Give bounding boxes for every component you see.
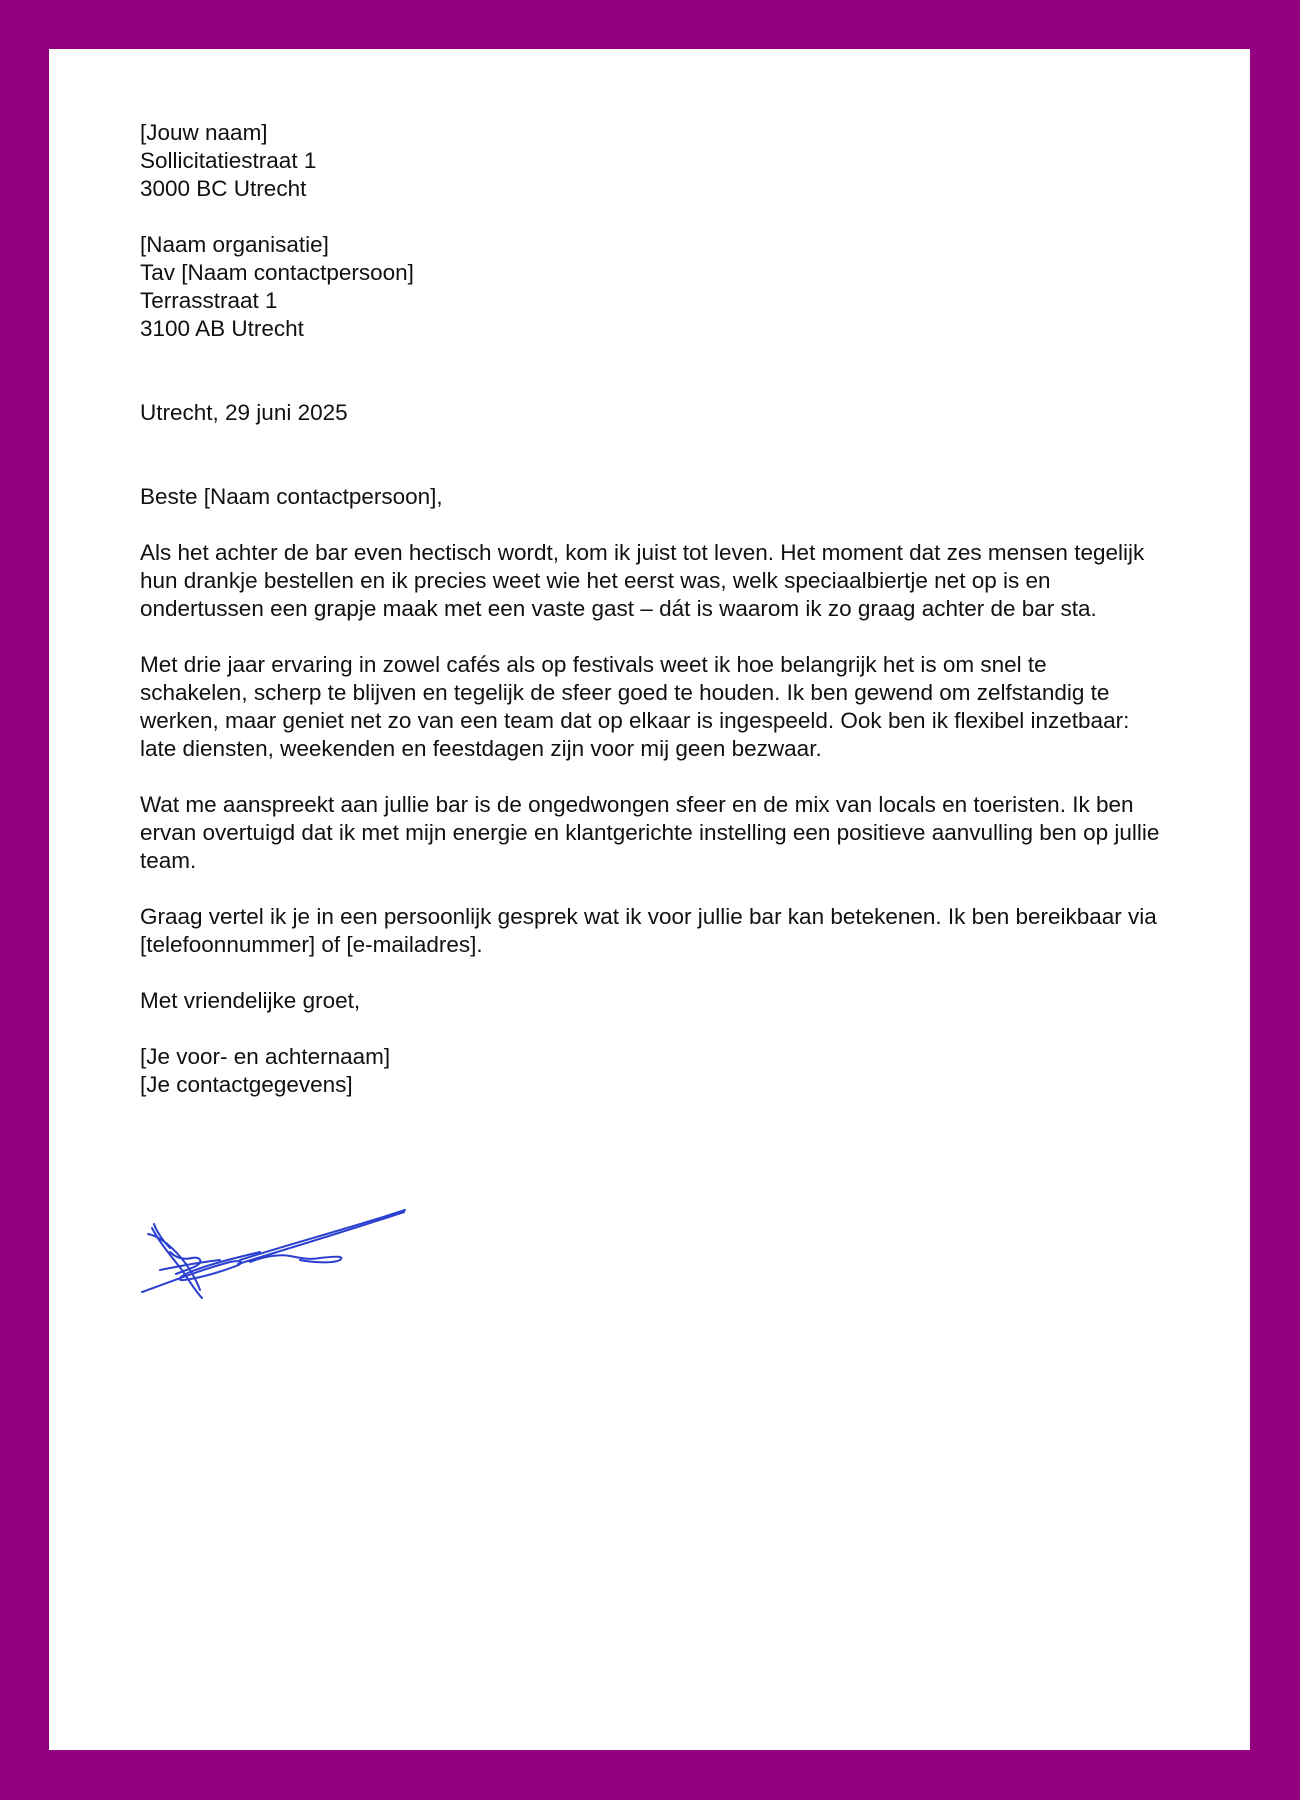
spacer [140,763,1160,791]
sender-street: Sollicitatiestraat 1 [140,148,317,173]
body-paragraph-3: Wat me aanspreekt aan jullie bar is de ongedwongen sfeer en de mix van locals en toeristen. Ik ben ervan overtuigd dat ik met mijn energie en klantgerichte instelling een positieve aanvulling ben op jullie team. [140,792,1160,873]
letter-page [49,49,1250,1750]
letter-content [140,119,1160,1099]
signature-block [140,1043,1160,1099]
spacer [140,875,1160,903]
spacer [140,427,1160,483]
signer-name: [Je voor- en achternaam] [140,1044,391,1069]
recipient-city: 3100 AB Utrecht [140,316,304,341]
sender-name: [Jouw naam] [140,120,268,145]
letter-date [140,399,1160,427]
recipient-street: Terrasstraat 1 [140,288,278,313]
closing [140,987,1160,1015]
recipient-address [140,231,1160,343]
signer-contact: [Je contactgegevens] [140,1072,353,1097]
spacer [140,959,1160,987]
spacer [140,203,1160,231]
spacer [140,343,1160,399]
body-paragraph-1: Als het achter de bar even hectisch wordt, kom ik juist tot leven. Het moment dat zes mensen tegelijk hun drankje bestellen en ik precies weet wie het eerst was, welk speciaalbiertje net op is en ondertussen een grapje maak met een vaste gast – dát is waarom ik zo graag achter de bar sta. [140,540,1145,621]
date-line: Utrecht, 29 juni 2025 [140,400,348,425]
body-paragraph-2: Met drie jaar ervaring in zowel cafés als op festivals weet ik hoe belangrijk het is om snel te schakelen, scherp te blijven en tegelijk de sfeer goed te houden. Ik ben gewend om zelfstandig te werken, maar geniet net zo van een team dat op elkaar is ingespeeld. Ook ben ik flexibel inzetbaar: late diensten, weekenden en feestdagen zijn voor mij geen bezwaar. [140,652,1130,761]
spacer [140,511,1160,539]
body-paragraph-4: Graag vertel ik je in een persoonlijk gesprek wat ik voor jullie bar kan betekenen. Ik ben bereikbaar via [telefoonnummer] of [e-mailadres]. [140,904,1157,957]
handwritten-signature [140,1200,450,1325]
closing-line: Met vriendelijke groet, [140,988,361,1013]
salutation-line: Beste [Naam contactpersoon], [140,484,443,509]
spacer [140,623,1160,651]
salutation [140,483,1160,511]
spacer [140,1015,1160,1043]
recipient-organisation: [Naam organisatie] [140,232,329,257]
sender-address [140,119,1160,203]
recipient-contact: Tav [Naam contactpersoon] [140,260,414,285]
sender-city: 3000 BC Utrecht [140,176,307,201]
